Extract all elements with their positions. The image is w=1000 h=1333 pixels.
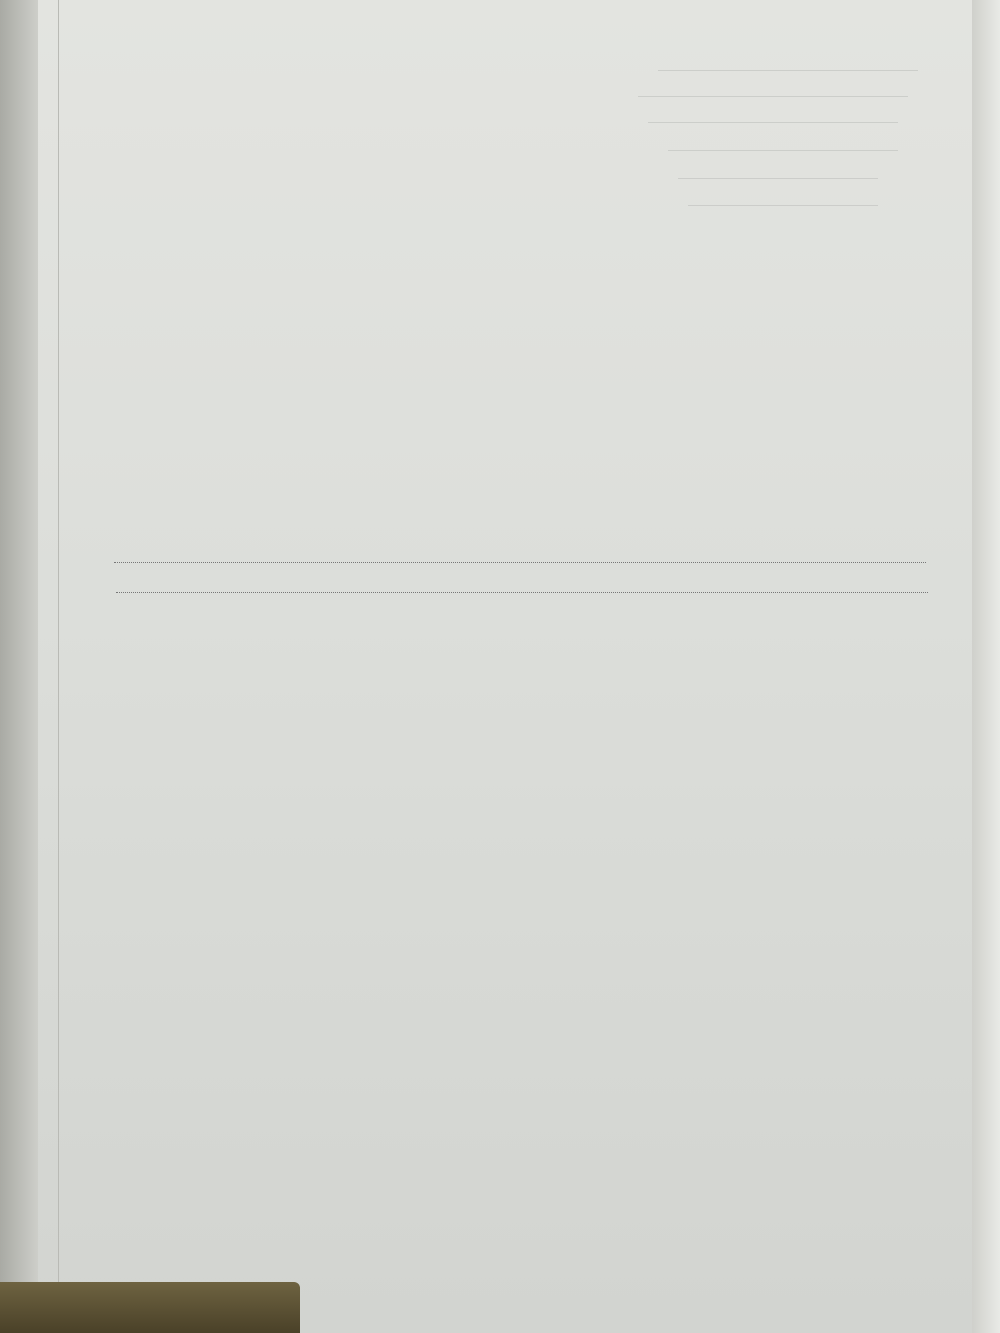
toc-heading-line1 [110,546,930,568]
toc-heading-line2 [112,576,932,598]
page-right-edge [972,0,1000,1333]
book-left-shadow [0,0,40,1333]
wooden-board [0,1282,300,1333]
book-page [38,0,978,1333]
table-of-contents [38,0,978,1333]
